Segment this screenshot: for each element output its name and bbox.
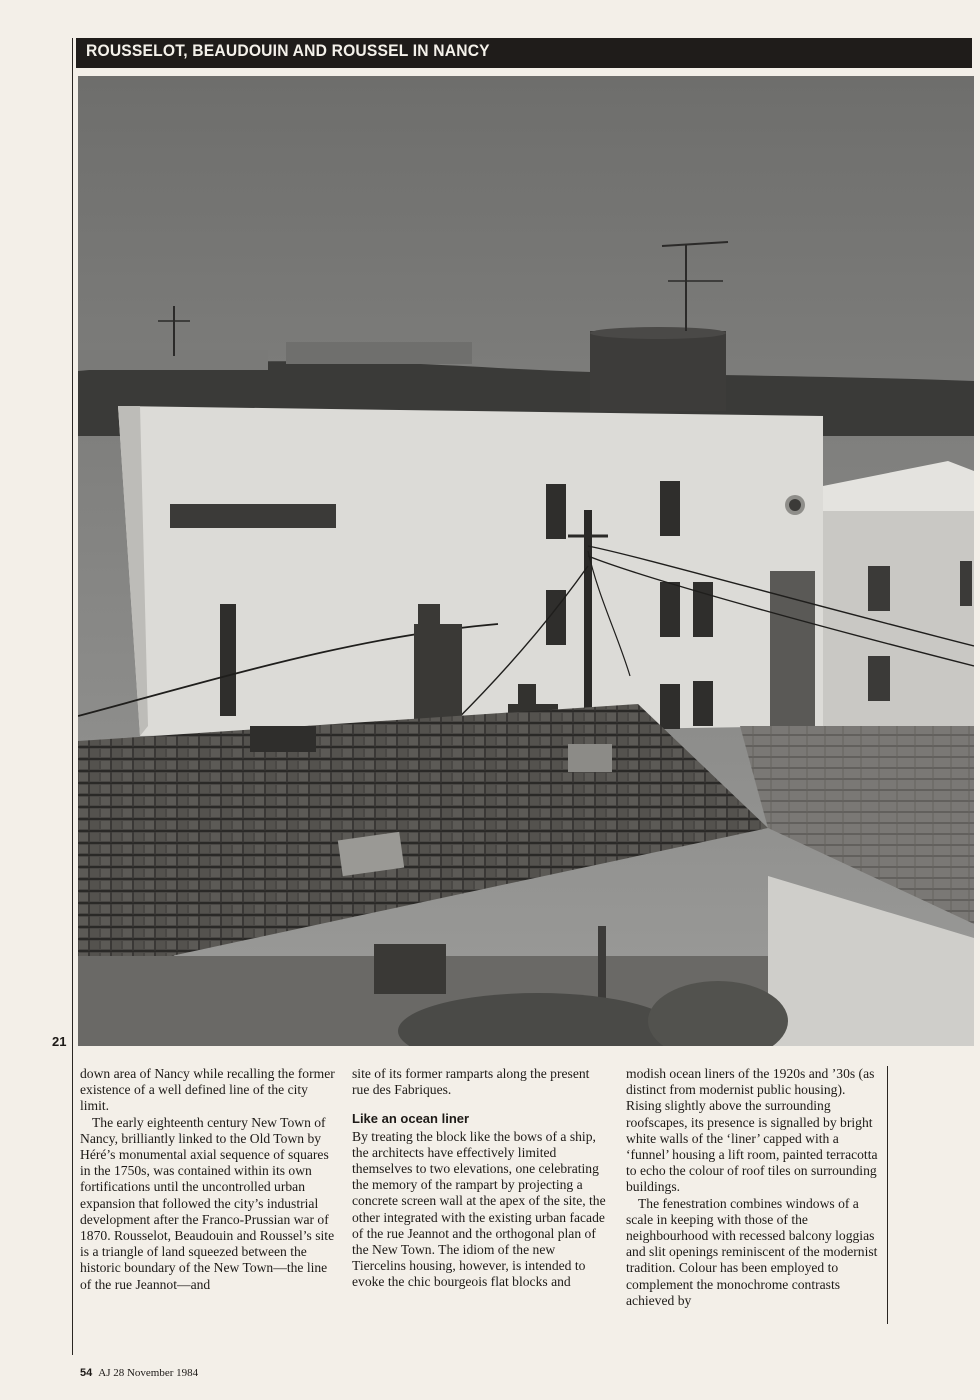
section-subheading: Like an ocean liner [352,1111,470,1127]
paragraph: site of its former ramparts along the present rue des Fabriques. [352,1066,590,1098]
paragraph: down area of Nancy while recalling the former existence of a well defined line of the city limit. [80,1066,335,1114]
column-rule [887,1066,888,1324]
paragraph: The fenestration combines windows of a scale in keeping with those of the neighbourhood with recessed balcony loggias and slit openings reminiscent of the modernist tradition. Colour has been employed to complement the monochrome contrasts achieved by [626,1195,878,1308]
left-margin-rule [72,38,73,1355]
page-number: 54 [80,1367,93,1379]
issue-date: AJ 28 November 1984 [98,1367,199,1379]
page-footer [80,1367,198,1379]
header-bar [76,38,972,68]
paragraph: The early eighteenth century New Town of Nancy, brilliantly linked to the Old Town by Héré’s monumental axial sequence of squares in the 1750s, was contained within its own fortifications until the uncontrolled urban expansion that followed the city’s industrial development after the Franco-Prussian war of 1870. Rousselot, Beaudouin and Roussel’s site is a triangle of land squeezed between the historic boundary of the New Town—the line of the rue Jeannot—and [80,1114,335,1292]
figure-number: 21 [52,1034,67,1049]
building-photograph [78,76,974,1046]
article-title: ROUSSELOT, BEAUDOUIN AND ROUSSEL IN NANCY [86,41,490,60]
paragraph: By treating the block like the bows of a ship, the architects have effectively limited themselves to two elevations, one celebrating the memory of the rampart by projecting a concrete screen wall at the apex of the site, the other integrated with the existing urban facade of the rue Jeannot and the orthogonal plan of the New Town. The idiom of the new Tiercelins housing, however, is intended to evoke the chic bourgeois flat blocks and [352,1128,606,1290]
text-column-1 [80,1066,338,1293]
text-column-3 [626,1066,884,1309]
text-column-2 [352,1066,610,1291]
paragraph: modish ocean liners of the 1920s and ’30s (as distinct from modernist public housing). Rising slightly above the surrounding roofscapes, its presence is signalled by bright white walls of the ‘liner’ capped with a ‘funnel’ housing a lift room, painted terracotta to echo the colour of roof tiles on surrounding buildings. [626,1066,878,1195]
